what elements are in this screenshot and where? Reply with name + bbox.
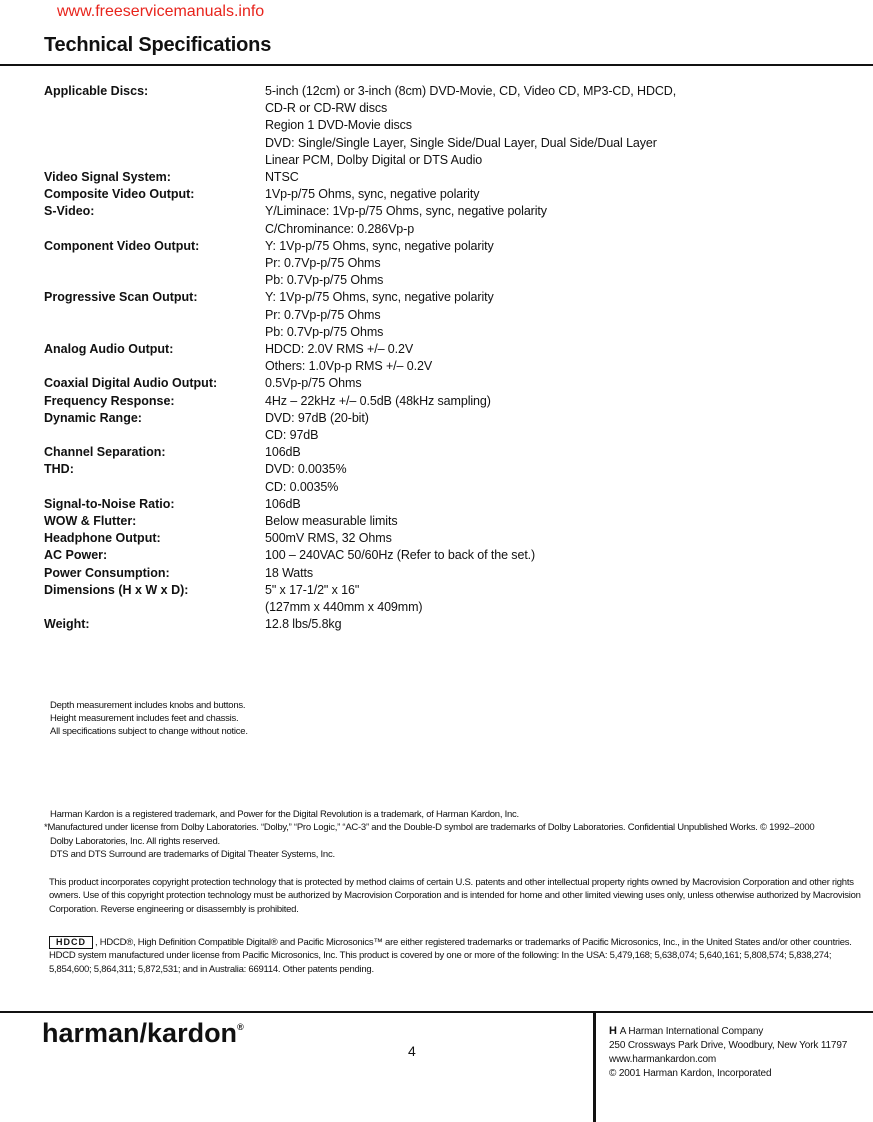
spec-row [44,203,844,237]
spec-label: AC Power: [44,548,108,563]
spec-value: Region 1 DVD-Movie discs [265,118,412,133]
page-title: Technical Specifications [44,34,272,56]
spec-label: S-Video: [44,204,95,219]
spec-label: Power Consumption: [44,565,170,580]
title-divider [0,64,873,66]
page-number: 4 [408,1043,416,1059]
company-address: 250 Crossways Park Drive, Woodbury, New York 11797 [609,1040,848,1051]
spec-row [44,547,844,564]
spec-values [265,582,844,616]
spec-values [265,289,844,341]
spec-values [265,496,844,513]
spec-value: CD: 97dB [265,428,319,443]
spec-value: Below measurable limits [265,514,398,529]
spec-value: C/Chrominance: 0.286Vp-p [265,221,415,236]
trademark-dolby-rights: Dolby Laboratories, Inc. All rights reserved. [50,835,220,847]
spec-values [265,565,844,582]
spec-values [265,203,844,237]
spec-value: 106dB [265,496,301,511]
spec-label: Channel Separation: [44,445,166,460]
spec-value: 5-inch (12cm) or 3-inch (8cm) DVD-Movie, CD, Video CD, MP3-CD, HDCD, [265,84,677,98]
spec-row [44,186,844,203]
trademark-dts: DTS and DTS Surround are trademarks of Digital Theater Systems, Inc. [50,848,335,860]
note-change: All specifications subject to change without notice. [50,726,248,738]
spec-value: Y/Liminace: 1Vp-p/75 Ohms, sync, negative polarity [265,204,547,219]
macrovision-notice: This product incorporates copyright protection technology that is protected by method claims of certain U.S. patents and other intellectual property rights owned by Macrovision Corporation and other rights owners. Use of this copyright protection technology must be authorized by Macrovision Corporation and is intended for home and other limited viewing uses only, unless otherwise authorized by Macrovision Corporation. Reverse engineering or disassembly is prohibited. [49,877,861,915]
spec-row [44,530,844,547]
spec-value: 106dB [265,445,301,460]
spec-value: 12.8 lbs/5.8kg [265,617,342,632]
spec-values [265,513,844,530]
spec-values [265,461,844,495]
spec-row [44,410,844,444]
spec-value: 4Hz – 22kHz +/– 0.5dB (48kHz sampling) [265,393,491,408]
spec-label: Analog Audio Output: [44,342,174,357]
spec-row [44,341,844,375]
company-parent: A Harman International Company [619,1026,764,1037]
spec-value: 5" x 17-1/2" x 16" [265,582,360,597]
spec-value: Y: 1Vp-p/75 Ohms, sync, negative polarity [265,290,494,305]
watermark-link[interactable]: www.freeservicemanuals.info [57,3,265,20]
spec-row [44,238,844,290]
spec-value: Linear PCM, Dolby Digital or DTS Audio [265,152,483,167]
specifications-list [44,83,844,634]
trademark-dolby: *Manufactured under license from Dolby Laboratories. “Dolby,” “Pro Logic,” “AC-3” and the Double-D symbol are trademarks of Dolby Laboratories. Confidential Unpublished Works. © 1992–2000 [44,822,815,834]
spec-label: Composite Video Output: [44,187,195,202]
spec-value: Pb: 0.7Vp-p/75 Ohms [265,273,384,288]
spec-value: Y: 1Vp-p/75 Ohms, sync, negative polarity [265,238,494,253]
hdcd-text: , HDCD®, High Definition Compatible Digital® and Pacific Microsonics™ are either registered trademarks or trademarks of Pacific Microsonics, Inc., in the United States and/or other countries. HDCD system manufactured under license from Pacific Microsonics, Inc. This product is covered by one or more of the following: In the USA: 5,479,168; 5,638,074; 5,640,161; 5,808,574; 5,838,274; 5,854,600; 5,864,311; 5,872,531; and in Australia: 669114. Other patents pending. [49,937,852,975]
spec-value: Others: 1.0Vp-p RMS +/– 0.2V [265,359,433,374]
spec-value: 500mV RMS, 32 Ohms [265,531,392,546]
spec-values [265,238,844,290]
company-info [609,1024,847,1081]
note-height: Height measurement includes feet and chassis. [50,713,239,725]
spec-label: WOW & Flutter: [44,514,137,529]
spec-row [44,393,844,410]
spec-values [265,83,844,169]
spec-value: DVD: 0.0035% [265,462,347,477]
spec-values [265,616,844,633]
trademark-notice [44,808,865,861]
spec-label: Component Video Output: [44,238,200,253]
spec-values [265,547,844,564]
footer-divider [0,1011,873,1013]
spec-values [265,375,844,392]
hdcd-notice [49,936,865,976]
spec-row [44,83,844,169]
spec-value: NTSC [265,170,299,185]
spec-value: HDCD: 2.0V RMS +/– 0.2V [265,342,414,357]
spec-notes [50,699,248,739]
spec-values [265,410,844,444]
spec-label: Applicable Discs: [44,84,149,98]
spec-value: (127mm x 440mm x 409mm) [265,600,423,615]
spec-value: Pb: 0.7Vp-p/75 Ohms [265,324,384,339]
spec-values [265,444,844,461]
spec-row [44,513,844,530]
spec-values [265,341,844,375]
brand-name: harman/kardon [42,1018,238,1048]
spec-value: 1Vp-p/75 Ohms, sync, negative polarity [265,187,480,202]
spec-values [265,530,844,547]
spec-values [265,186,844,203]
spec-label: Dimensions (H x W x D): [44,582,189,597]
brand-logo [42,1018,244,1049]
spec-value: CD-R or CD-RW discs [265,101,388,116]
spec-label: Headphone Output: [44,531,161,546]
spec-row [44,375,844,392]
trademark-harman: Harman Kardon is a registered trademark, and Power for the Digital Revolution is a trademark, of Harman Kardon, Inc. [50,809,519,820]
spec-value: Pr: 0.7Vp-p/75 Ohms [265,256,381,271]
spec-value: DVD: 97dB (20-bit) [265,410,369,425]
spec-label: Frequency Response: [44,393,175,408]
spec-value: 100 – 240VAC 50/60Hz (Refer to back of the set.) [265,548,536,563]
footer-vertical-divider [593,1012,596,1122]
spec-value: 18 Watts [265,565,314,580]
spec-label: Coaxial Digital Audio Output: [44,376,218,391]
spec-value: 0.5Vp-p/75 Ohms [265,376,362,391]
spec-value: Pr: 0.7Vp-p/75 Ohms [265,307,381,322]
spec-label: THD: [44,462,74,477]
brand-registered-mark: ® [237,1022,244,1032]
spec-label: Progressive Scan Output: [44,290,198,305]
spec-row [44,461,844,495]
hdcd-logo: HDCD [49,936,93,949]
spec-label: Weight: [44,617,90,632]
spec-row [44,169,844,186]
company-website[interactable]: www.harmankardon.com [609,1054,717,1065]
spec-label: Video Signal System: [44,170,171,185]
harman-mark-icon: H [609,1025,617,1037]
spec-label: Dynamic Range: [44,410,142,425]
spec-row [44,565,844,582]
spec-label: Signal-to-Noise Ratio: [44,496,175,511]
spec-values [265,393,844,410]
note-depth: Depth measurement includes knobs and buttons. [50,700,246,711]
spec-row [44,289,844,341]
spec-value: CD: 0.0035% [265,479,339,494]
spec-value: DVD: Single/Single Layer, Single Side/Dual Layer, Dual Side/Dual Layer [265,135,657,150]
spec-row [44,616,844,633]
spec-row [44,582,844,616]
company-copyright: © 2001 Harman Kardon, Incorporated [609,1068,772,1079]
spec-values [265,169,844,186]
spec-row [44,496,844,513]
spec-row [44,444,844,461]
